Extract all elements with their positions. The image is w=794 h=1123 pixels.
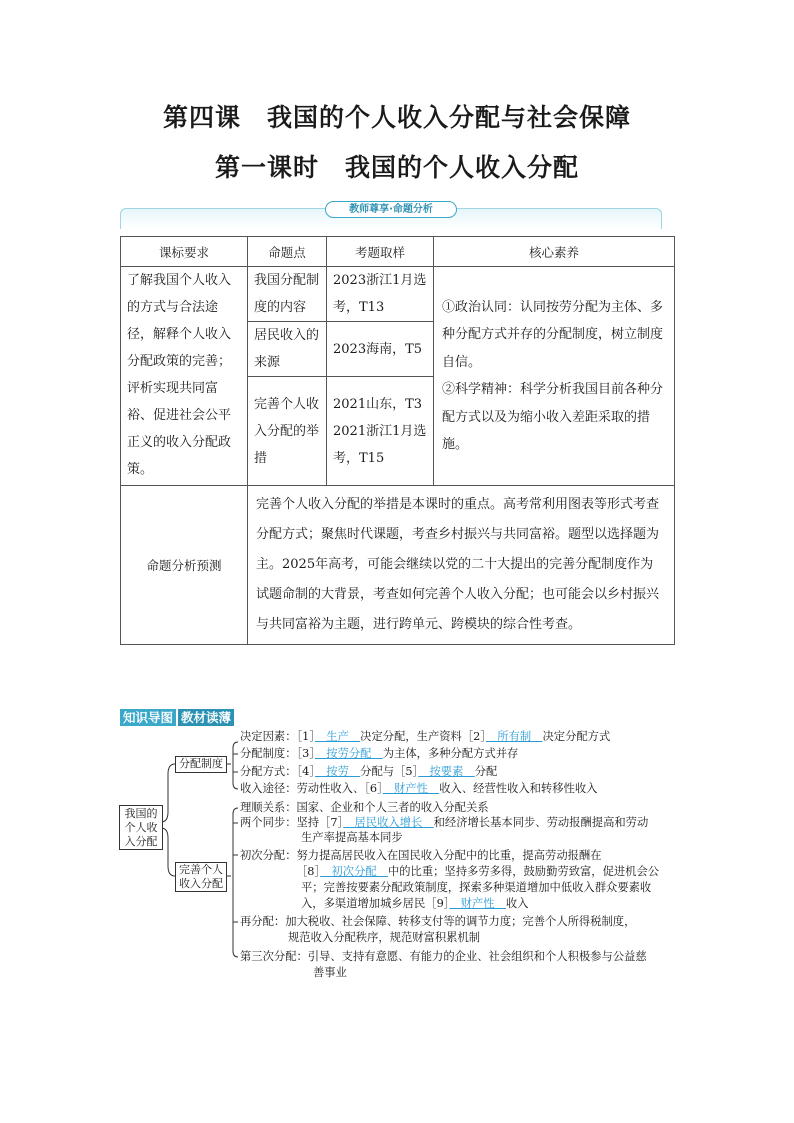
header-point: 命题点 — [248, 237, 327, 267]
kmap-line-factor: 决定因素：［1］ 生产 决定分配，生产资料［2］ 所有制 决定分配方式 — [240, 730, 611, 743]
kmap-line-redistribution-2: 规范收入分配秩序，规范财富积累机制 — [288, 931, 481, 944]
literacy-item: ①政治认同：认同按劳分配为主体、多种分配方式并存的分配制度，树立制度自信。 — [442, 299, 664, 370]
standard-cell: 了解我国个人收入的方式与合法途径，解释个人收入分配政策的完善；评析实现共同富裕、促进社会公平正义的收入分配政策。 — [121, 267, 248, 486]
mindmap-node-distribution-system: 分配制度 — [175, 756, 227, 773]
kmap-line-sync-2: 生产率提高基本同步 — [301, 831, 403, 844]
kmap-line-sync: 两个同步：坚持［7］ 居民收入增长 和经济增长基本同步、劳动报酬提高和劳动 — [240, 816, 649, 829]
kmap-line-tertiary: 第三次分配：引导、支持有意愿、有能力的企业、社会组织和个人积极参与公益慈 — [240, 950, 647, 963]
answer-blank: 所有制 — [485, 730, 543, 743]
kmap-line-primary-2: ［8］ 初次分配 中的比重；坚持多劳多得，鼓励勤劳致富，促进机会公 — [296, 865, 660, 878]
kmap-line-redistribution: 再分配：加大税收、社会保障、转移支付等的调节力度；完善个人所得税制度， — [240, 915, 636, 928]
teacher-banner-label: 教师尊享·命题分析 — [325, 201, 457, 218]
header-exam: 考题取样 — [327, 237, 434, 267]
header-standard: 课标要求 — [121, 237, 248, 267]
kmap-line-income: 收入途径：劳动性收入、［6］ 财产性 收入、经营性收入和转移性收入 — [240, 782, 598, 795]
kmap-line-methods: 分配方式：［4］ 按劳 分配与［5］ 按要素 分配 — [240, 765, 498, 778]
bracket-node2 — [233, 808, 238, 957]
exam-cell: 2021山东，T3 2021浙江1月选考，T15 — [327, 377, 434, 486]
exam-cell: 2023海南，T5 — [327, 322, 434, 377]
header-literacy: 核心素养 — [434, 237, 675, 267]
answer-blank: 按劳分配 — [314, 747, 383, 760]
predict-text: 完善个人收入分配的举措是本课时的重点。高考常利用图表等形式考查分配方式；聚焦时代课题，考查乡村振兴与共同富裕。题型以选择题为主。2025年高考，可能会继续以党的二十大提出的完善分配制度作为试题命制的大背景，考查如何完善个人收入分配；也可能会以乡村振兴与共同富裕为主题，进行跨单元、跨模块的综合性考查。 — [248, 486, 675, 645]
exam-cell: 2023浙江1月选考，T13 — [327, 267, 434, 322]
mindmap-root: 我国的个人收入分配 — [119, 805, 163, 850]
kmap-line-system: 分配制度：［3］ 按劳分配 为主体，多种分配方式并存 — [240, 747, 519, 760]
connector-root-node1 — [161, 764, 175, 822]
connector-root-node2 — [161, 828, 175, 876]
mindmap-node-improve-distribution: 完善个人收入分配 — [175, 862, 227, 892]
tag-textbook: 教材读薄 — [178, 709, 234, 726]
answer-blank: 生产 — [314, 730, 361, 743]
section-title: 第一课时 我国的个人收入分配 — [214, 153, 579, 182]
point-cell: 我国分配制度的内容 — [248, 267, 327, 322]
kmap-line-primary-4: 入，多渠道增加城乡居民［9］ 财产性 收入 — [301, 897, 529, 910]
predict-label: 命题分析预测 — [121, 486, 248, 645]
kmap-line-primary-3: 平；完善按要素分配政策制度，探索多种渠道增加中低收入群众要素收 — [301, 881, 652, 894]
kmap-line-tertiary-2: 善事业 — [313, 966, 347, 979]
bracket-node1 — [233, 742, 238, 789]
point-cell: 居民收入的来源 — [248, 322, 327, 377]
answer-blank: 初次分配 — [320, 865, 388, 878]
tag-knowledge-map: 知识导图 — [120, 709, 176, 726]
kmap-line-relations: 理顺关系：国家、企业和个人三者的收入分配关系 — [240, 801, 489, 814]
answer-blank: 财产性 — [449, 897, 506, 910]
point-cell: 完善个人收入分配的举措 — [248, 377, 327, 486]
kmap-line-primary: 初次分配：努力提高居民收入在国民收入分配中的比重，提高劳动报酬在 — [240, 849, 602, 862]
literacy-item: ②科学精神：科学分析我国目前各种分配方式以及为缩小收入差距采取的措施。 — [442, 382, 664, 452]
answer-blank: 按劳 — [314, 765, 361, 778]
answer-blank: 财产性 — [382, 782, 440, 795]
answer-blank: 按要素 — [418, 765, 475, 778]
lesson-title: 第四课 我国的个人收入分配与社会保障 — [162, 103, 631, 132]
answer-blank: 居民收入增长 — [343, 816, 434, 829]
